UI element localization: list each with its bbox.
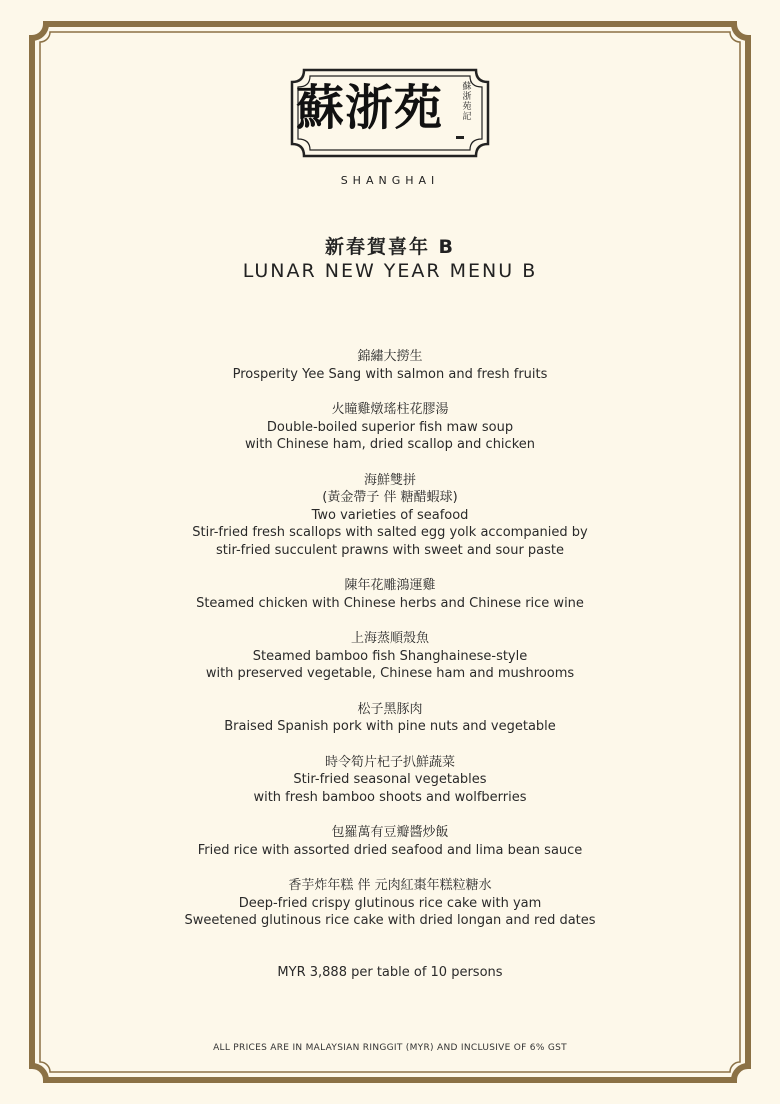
course-description-line: stir-fried succulent prawns with sweet and sour paste <box>215 542 565 558</box>
course-description-line: with preserved vegetable, Chinese ham and mushrooms <box>205 666 575 681</box>
course-item <box>0 877 780 930</box>
course-name-chinese: 火瞳雞燉瑤柱花膠湯 <box>331 402 449 417</box>
course-description-line: (黃金帶子 伴 糖醋蝦球) <box>322 490 458 505</box>
course-description-line: Deep-fried crispy glutinous rice cake with yam <box>238 895 542 911</box>
course-description-line: Double-boiled superior fish maw soup <box>266 419 514 435</box>
course-name-chinese: 海鮮雙拼 <box>363 472 416 488</box>
course-description-line: Fried rice with assorted dried seafood and lima bean sauce <box>197 842 583 858</box>
menu-title-english: LUNAR NEW YEAR MENU B <box>242 260 538 282</box>
course-item <box>0 754 780 807</box>
course-list <box>0 348 780 948</box>
course-item <box>0 824 780 859</box>
course-description-line: Two varieties of seafood <box>311 507 469 523</box>
course-description-line: Stir-fried seasonal vegetables <box>293 772 487 787</box>
course-name-chinese: 上海蒸順殼魚 <box>350 631 429 646</box>
course-item <box>0 577 780 612</box>
course-description-line: Stir-fried fresh scallops with salted egg yolk accompanied by <box>192 525 588 540</box>
course-description-line: Steamed chicken with Chinese herbs and Chinese rice wine <box>196 595 584 611</box>
brand-logo <box>280 64 500 162</box>
course-name-chinese: 松子黑豚肉 <box>357 701 423 717</box>
course-item <box>0 630 780 683</box>
course-item <box>0 401 780 454</box>
course-description-line: Steamed bamboo fish Shanghainese-style <box>252 648 528 664</box>
price-line: MYR 3,888 per table of 10 persons <box>277 965 503 980</box>
course-name-chinese: 錦繡大撈生 <box>357 349 423 364</box>
logo-characters: 蘇浙苑 <box>296 80 444 136</box>
course-item <box>0 701 780 736</box>
course-description-line: Prosperity Yee Sang with salmon and fresh fruits <box>232 366 548 382</box>
course-name-chinese: 香芋炸年糕 伴 元肉紅棗年糕粒糖水 <box>288 878 492 893</box>
footnote: ALL PRICES ARE IN MALAYSIAN RINGGIT (MYR) AND INCLUSIVE OF 6% GST <box>213 1043 567 1053</box>
course-name-chinese: 包羅萬有豆瓣醬炒飯 <box>331 825 449 840</box>
course-name-chinese: 陳年花雕鴻運雞 <box>344 578 436 593</box>
logo-seal-text: 蘇浙苑記 <box>462 82 472 122</box>
course-item <box>0 472 780 560</box>
course-description-line: with Chinese ham, dried scallop and chicken <box>245 437 535 452</box>
menu-title-chinese: 新春賀喜年 B <box>324 236 456 258</box>
course-description-line: Sweetened glutinous rice cake with dried longan and red dates <box>184 913 596 928</box>
city-name: SHANGHAI <box>340 174 440 187</box>
course-item <box>0 348 780 383</box>
course-description-line: Braised Spanish pork with pine nuts and vegetable <box>224 719 556 734</box>
course-name-chinese: 時令筍片杞子扒鮮蔬菜 <box>324 754 455 770</box>
course-description-line: with fresh bamboo shoots and wolfberries <box>253 789 527 805</box>
